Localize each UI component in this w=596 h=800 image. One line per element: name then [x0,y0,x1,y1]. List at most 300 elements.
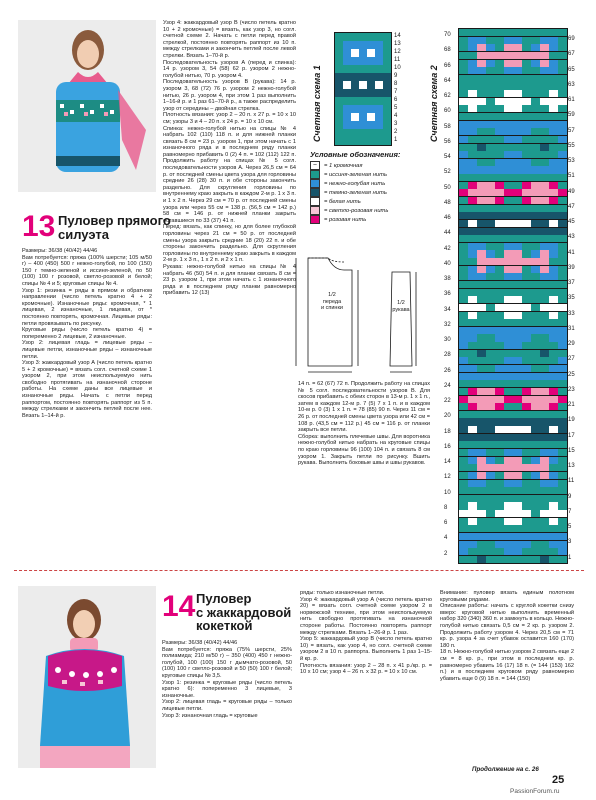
chart-cell [468,151,477,158]
chart-cell [549,418,558,425]
chart-cell [477,144,486,151]
chart-cell [513,441,522,448]
chart-cell [504,166,513,173]
chart-cell [504,548,513,555]
chart-cell [522,495,531,502]
chart-cell [522,457,531,464]
chart-cell [459,75,468,82]
chart-cell [383,33,391,41]
chart-cell [504,289,513,296]
row-number: 66 [444,62,451,69]
chart-cell [549,487,558,494]
chart-cell [486,151,495,158]
chart-cell [513,510,522,517]
chart-cell [549,365,558,372]
chart-cell [486,220,495,227]
chart-cell [504,334,513,341]
chart-cell [540,487,549,494]
chart-cell [531,495,540,502]
chart-cell [558,174,567,181]
chart-cell [513,457,522,464]
chart-cell [504,518,513,525]
chart-cell [513,182,522,189]
chart-cell [495,380,504,387]
chart-cell [459,151,468,158]
chart-cell [504,426,513,433]
chart-cell [531,373,540,380]
chart-cell [495,319,504,326]
chart-cell [522,212,531,219]
chart-cell [468,480,477,487]
chart-cell [495,411,504,418]
chart-cell [359,81,367,89]
chart-cell [540,556,549,563]
chart-cell [495,228,504,235]
row-number: 10 [444,489,451,496]
chart-cell [540,166,549,173]
chart-cell [486,82,495,89]
chart-cell [558,105,567,112]
chart-cell [477,212,486,219]
chart-cell [486,212,495,219]
chart-cell [495,212,504,219]
chart-cell [459,350,468,357]
chart-cell [486,174,495,181]
chart-cell [504,502,513,509]
chart-cell [335,65,343,73]
row-number: 10 [394,65,401,71]
chart-cell [351,81,359,89]
chart-cell [513,174,522,181]
chart-cell [486,159,495,166]
chart-cell [558,197,567,204]
chart-cell [522,304,531,311]
chart-cell [540,273,549,280]
chart-cell [540,29,549,36]
row-number: 61 [568,97,575,103]
chart-cell [351,57,359,65]
row-number: 14 [394,33,401,39]
chart-cell [495,60,504,67]
chart-cell [495,449,504,456]
chart-cell [549,426,558,433]
chart-cell [477,44,486,51]
chart-cell [459,273,468,280]
chart-cell [513,67,522,74]
chart-cell [504,350,513,357]
chart-cell [486,411,495,418]
chart-cell [522,29,531,36]
chart-cell [522,44,531,51]
chart-cell [549,312,558,319]
chart-cell [513,228,522,235]
chart-cell [522,365,531,372]
chart-cell [459,228,468,235]
chart-cell [513,388,522,395]
chart-cell [540,480,549,487]
chart-cell [558,52,567,59]
chart-cell [477,411,486,418]
chart-cell [513,98,522,105]
chart-cell [531,472,540,479]
chart-cell [522,258,531,265]
chart-cell [477,327,486,334]
chart-cell [549,189,558,196]
chart-cell [383,105,391,113]
chart-cell [558,319,567,326]
chart-cell [495,334,504,341]
p13-column-2: Узор 4: жаккардовый узор В (число петель кратно 10 + 2 кромочные) = вязать, как узор 3, но согл. счетной схеме 2. Начать с петли перед правой стрелкой, постоянно повторять раппорт из 10 п. между стрелками и закончить петлей после левой стрелки. Вязать 1–70-й р. Последовательность узоров А (перед и спинка): 14 р. узором 3, 54 (58) 62 р. узором 2 нежно-голубой нитью, 70 р. узором 4. Последовательность узоров В (рукава): 14 р. узором 3, 68 (72) 76 р. узором 2 нежно-голубой нитью, 26 р. узором 4, при этом 1 раз выполнить 1–16-й р. и 1 раз 61–70-й р., а также распределить узор от середины – двойная стрелка. Плотность вязания: узор 2 – 20 п. x 27 р. = 10 x 10 см; узоры 3 и 4 – 20 п. x 24 р. = 10 x 10 см. Спинка: нежно-голубой нитью на спицы № 4 набрать 102 (110) 118 п. и для нижней планки связать 8 см = 23 р. узором 1, при этом начать с 1 изнаночного ряда и в последнем ряду планки равномерно прибавить 0 (2) 4 п. = 102 (112) 122 п. Продолжить работу на спицах № 5 согл. последовательности узоров А. Через 26,5 см = 64 р. от последней смены цвета узора для горловины средние 26 (28) 30 п. и обе стороны закончить раздельно. Для скругления горловины по внутреннему краю закрыть в каждом 2-м р. 1 x 3 п. и 1 x 2 п. Через 29 см = 70 р. от последней смены узора или через 55 см = 138 р. (56,5 см = 142 р.) 58 см = 146 р. от нижней планки закрыть оставшиеся по 33 (37) 41 п. Перед: вязать, как спинку, но для более глубокой горловины через 21 см = 50 р. от последней смены узора закрыть средние 18 (20) 22 п. и обе стороны закончить раздельно. Для скругления горловины по внутреннему краю закрыть в каждом 2-м р. 1 x 3 п., 1 x 2 п. и 2 x 1 п. Рукава: нежно-голубой нитью на спицы № 4 набрать 46 (50) 54 п. и для планки связать 8 см = 23 р. узором 1, при этом начать с 1 изнаночного ряда и в последнем ряду планки равномерно прибавить 12 (13) [163,20,296,297]
chart-cell [513,403,522,410]
chart-cell [486,396,495,403]
chart-cell [549,396,558,403]
chart-cell [459,548,468,555]
chart-cell [504,29,513,36]
chart-cell [504,319,513,326]
chart-cell [486,37,495,44]
chart-cell [522,182,531,189]
chart-cell [486,128,495,135]
site-watermark: PassionForum.ru [510,788,560,795]
chart-cell [477,121,486,128]
chart-cell [495,556,504,563]
chart-cell [531,418,540,425]
chart-cell [459,266,468,273]
chart-cell [486,342,495,349]
scheme-2-row-numbers-left [444,28,456,562]
chart-cell [468,75,477,82]
chart-cell [540,113,549,120]
chart-cell [459,182,468,189]
chart-cell [558,357,567,364]
chart-cell [477,434,486,441]
chart-cell [522,60,531,67]
scheme-2-label: Счетная схема 2 [429,65,439,142]
chart-cell [513,144,522,151]
row-number: 26 [444,367,451,374]
chart-cell [558,365,567,372]
chart-cell [513,350,522,357]
chart-cell [513,121,522,128]
chart-cell [459,44,468,51]
chart-cell [486,350,495,357]
chart-cell [383,89,391,97]
row-number: 68 [444,47,451,54]
row-number: 7 [394,89,398,95]
chart-cell [558,212,567,219]
chart-cell [549,327,558,334]
chart-cell [375,49,383,57]
row-number: 22 [444,398,451,404]
chart-cell [513,82,522,89]
chart-cell [477,60,486,67]
chart-cell [531,266,540,273]
chart-cell [359,113,367,121]
chart-cell [367,49,375,57]
chart-cell [383,81,391,89]
chart-cell [513,212,522,219]
row-number: 67 [568,51,575,58]
chart-cell [531,502,540,509]
chart-cell [531,75,540,82]
chart-cell [459,357,468,364]
chart-cell [558,98,567,105]
chart-cell [522,411,531,418]
chart-cell [459,388,468,395]
p14-column-3: Внимание: пуловер вязать единым полотном круговыми рядами. Описание работы: начать с круглой кокетки снизу вверх: круговой нитью выполнить временный набор 320 (340) 360 п. и замкнуть в кольцо. Нежно-голубой нитью связать 0,5 см = 2 кр. р. узором 2. Продолжить работу узором 4. Через 20,5 см = 71 кр. р. узора 4 за счет убавок оставится 160 (170) 180 п. 18 п. Нежно-голубой нитью узором 2 связать еще 2 см = 8 кр. р., при этом в последнем кр. р. равномерно убавить 16 (17) 18 п. (= 144 (153) 162 п.) и в последнем круговом ряду равномерно убавить еще 0 (9) 18 п. = 144 (150) [440,590,574,682]
chart-cell [513,434,522,441]
chart-cell [486,67,495,74]
chart-cell [367,105,375,113]
chart-cell [540,357,549,364]
chart-cell [549,266,558,273]
chart-cell [522,174,531,181]
chart-cell [459,281,468,288]
chart-cell [504,182,513,189]
chart-cell [495,441,504,448]
chart-cell [468,357,477,364]
chart-cell [558,449,567,456]
chart-cell [531,105,540,112]
chart-cell [486,243,495,250]
chart-cell [477,52,486,59]
chart-cell [486,98,495,105]
chart-cell [359,41,367,49]
chart-cell [540,327,549,334]
chart-cell [531,449,540,456]
chart-cell [359,33,367,41]
chart-cell [558,205,567,212]
chart-cell [540,319,549,326]
chart-cell [459,541,468,548]
chart-cell [459,29,468,36]
chart-cell [468,37,477,44]
chart-cell [540,541,549,548]
chart-cell [486,44,495,51]
chart-cell [351,105,359,113]
chart-cell [558,541,567,548]
chart-cell [558,380,567,387]
chart-cell [468,388,477,395]
chart-cell [540,197,549,204]
chart-cell [522,220,531,227]
chart-cell [486,105,495,112]
chart-cell [375,129,383,137]
chart-cell [513,75,522,82]
legend-swatch [310,179,320,188]
chart-cell [540,495,549,502]
chart-cell [351,113,359,121]
chart-cell [495,342,504,349]
chart-cell [513,319,522,326]
row-number: 18 [444,428,451,435]
chart-cell [531,243,540,250]
chart-cell [504,98,513,105]
chart-cell [513,250,522,257]
chart-cell [513,518,522,525]
chart-cell [549,151,558,158]
chart-cell [531,151,540,158]
chart-cell [513,128,522,135]
chart-cell [351,137,359,145]
chart-cell [468,541,477,548]
chart-cell [558,281,567,288]
chart-cell [468,174,477,181]
chart-cell [383,49,391,57]
row-number: 51 [568,173,575,180]
row-number: 49 [568,188,575,195]
chart-cell [367,33,375,41]
chart-cell [549,228,558,235]
chart-cell [335,97,343,105]
chart-cell [558,128,567,135]
chart-cell [558,121,567,128]
chart-cell [540,90,549,97]
chart-cell [477,37,486,44]
chart-cell [504,411,513,418]
chart-cell [477,273,486,280]
chart-cell [558,258,567,265]
chart-cell [531,403,540,410]
row-number: 64 [444,77,451,84]
row-number: 2 [394,129,398,135]
chart-cell [504,67,513,74]
chart-cell [513,502,522,509]
chart-cell [540,136,549,143]
chart-cell [513,495,522,502]
chart-cell [549,220,558,227]
chart-cell [495,182,504,189]
chart-cell [459,403,468,410]
chart-cell [558,289,567,296]
chart-cell [504,457,513,464]
chart-cell [459,121,468,128]
chart-cell [549,441,558,448]
chart-cell [468,228,477,235]
chart-cell [504,105,513,112]
chart-cell [540,426,549,433]
chart-cell [495,266,504,273]
chart-cell [504,159,513,166]
legend-swatch [310,215,320,224]
chart-cell [549,319,558,326]
chart-cell [531,197,540,204]
chart-cell [549,525,558,532]
chart-cell [468,319,477,326]
chart-cell [468,457,477,464]
chart-cell [504,327,513,334]
chart-cell [468,403,477,410]
chart-cell [522,228,531,235]
chart-cell [468,380,477,387]
chart-cell [513,342,522,349]
chart-cell [531,235,540,242]
chart-cell [383,121,391,129]
chart-cell [459,128,468,135]
chart-cell [375,41,383,49]
row-number: 41 [568,249,575,256]
chart-cell [486,189,495,196]
chart-cell [459,525,468,532]
chart-cell [486,441,495,448]
chart-cell [459,487,468,494]
chart-cell [558,411,567,418]
chart-cell [522,67,531,74]
chart-cell [558,518,567,525]
chart-cell [495,75,504,82]
chart-cell [383,129,391,137]
chart-cell [540,121,549,128]
chart-cell [540,403,549,410]
chart-cell [540,464,549,471]
chart-cell [558,159,567,166]
chart-cell [351,49,359,57]
row-number: 7 [568,508,572,515]
chart-cell [343,33,351,41]
chart-cell [486,266,495,273]
chart-cell [486,518,495,525]
chart-cell [540,365,549,372]
chart-cell [468,304,477,311]
chart-cell [549,75,558,82]
row-number: 21 [568,402,575,408]
chart-cell [367,81,375,89]
chart-cell [513,365,522,372]
row-number: 70 [444,32,451,38]
chart-cell [477,525,486,532]
chart-cell [558,472,567,479]
chart-cell [504,266,513,273]
chart-cell [477,334,486,341]
row-number: 44 [444,230,451,237]
chart-cell [504,556,513,563]
chart-cell [513,281,522,288]
chart-cell [468,266,477,273]
chart-cell [513,525,522,532]
chart-cell [359,89,367,97]
chart-cell [540,312,549,319]
chart-cell [549,197,558,204]
chart-cell [540,388,549,395]
scheme-1-grid [334,32,392,146]
chart-cell [468,235,477,242]
chart-cell [468,495,477,502]
chart-cell [468,342,477,349]
chart-cell [558,273,567,280]
chart-cell [549,52,558,59]
chart-cell [486,144,495,151]
chart-cell [495,357,504,364]
chart-cell [522,205,531,212]
chart-cell [477,350,486,357]
chart-cell [549,44,558,51]
chart-cell [504,136,513,143]
chart-cell [459,289,468,296]
chart-cell [549,121,558,128]
row-number: 31 [568,325,575,332]
chart-cell [522,90,531,97]
chart-cell [558,312,567,319]
chart-cell [558,296,567,303]
chart-cell [549,457,558,464]
chart-cell [558,90,567,97]
row-number: 29 [568,341,575,347]
row-number: 39 [568,264,575,271]
chart-cell [486,472,495,479]
chart-cell [495,250,504,257]
row-number: 42 [444,245,451,252]
chart-cell [504,113,513,120]
